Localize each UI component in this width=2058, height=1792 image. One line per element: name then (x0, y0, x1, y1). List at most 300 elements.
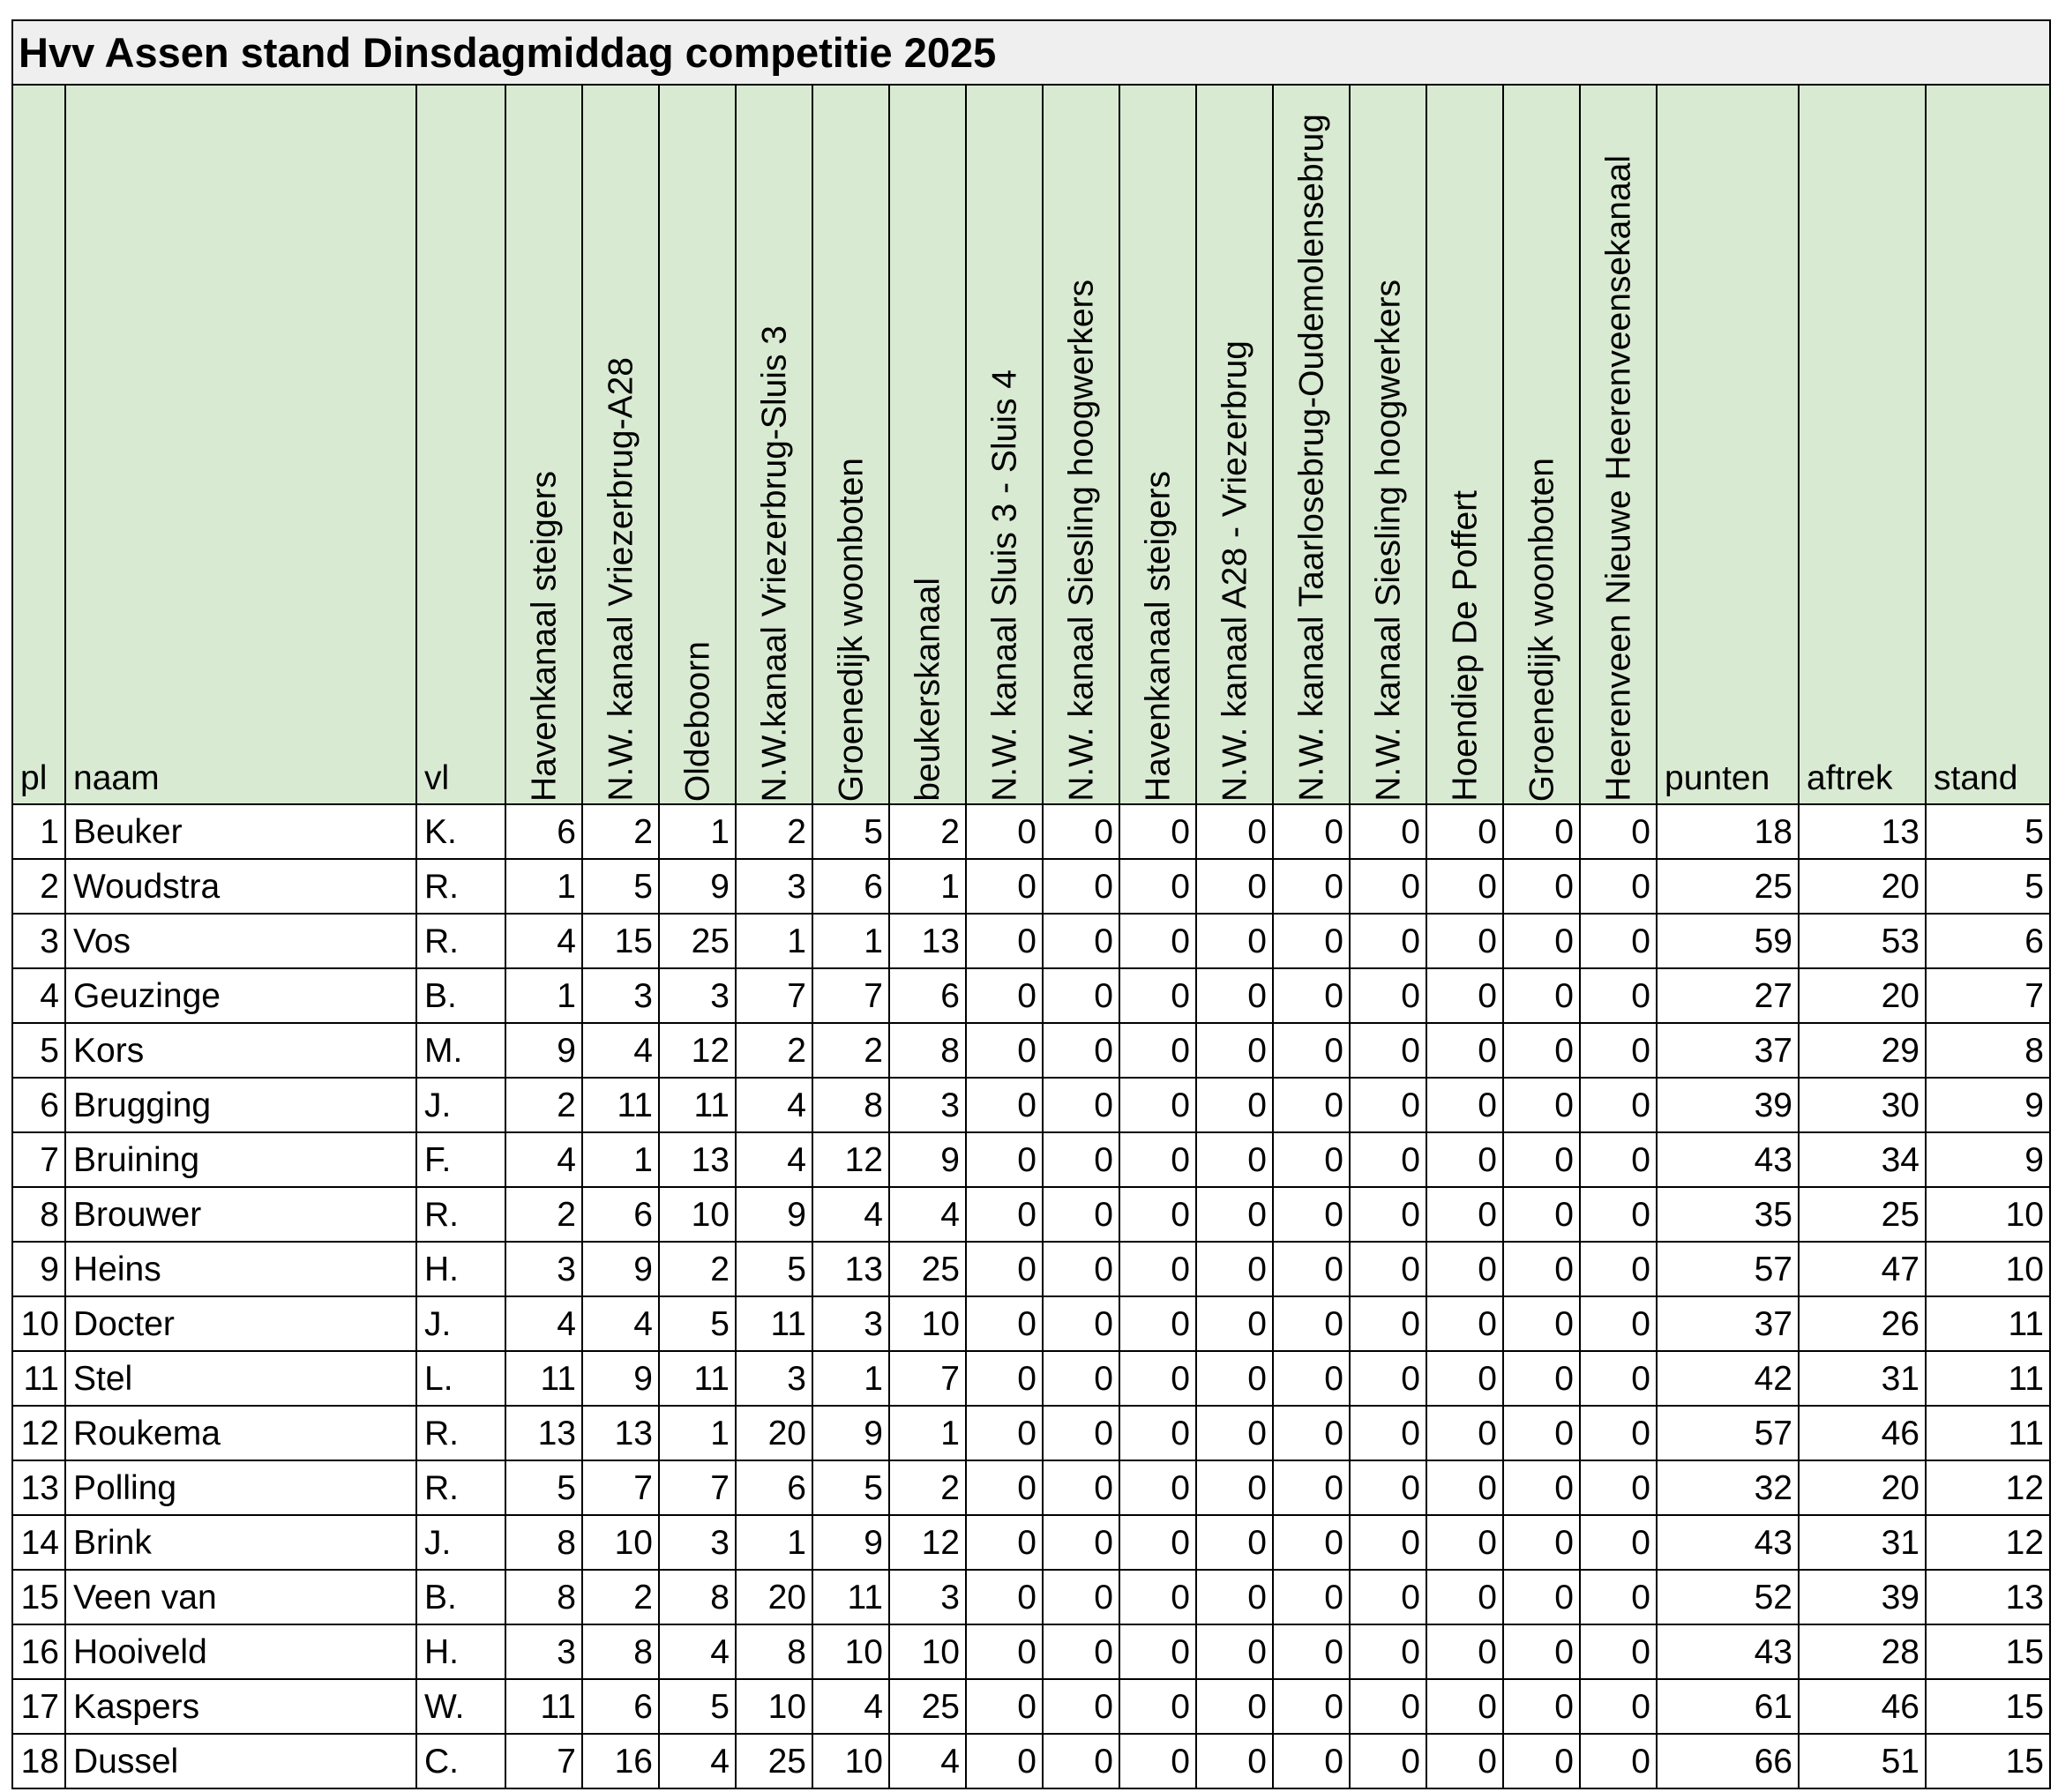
score-cell: 0 (1119, 968, 1196, 1023)
score-cell: 0 (1043, 1624, 1119, 1679)
score-cell: 0 (1273, 859, 1350, 914)
points-cell: 52 (1657, 1570, 1799, 1624)
score-cell: 11 (659, 1351, 736, 1406)
score-cell: 0 (966, 1351, 1043, 1406)
score-cell: 2 (812, 1023, 889, 1078)
score-cell: 0 (1196, 968, 1273, 1023)
rank-cell: 8 (12, 1187, 65, 1242)
score-cell: 10 (889, 1296, 966, 1351)
col-header-aftrek: aftrek (1799, 85, 1926, 804)
score-cell: 0 (1273, 1023, 1350, 1078)
score-cell: 0 (1196, 1679, 1273, 1734)
score-cell: 0 (1426, 804, 1503, 859)
points-cell: 43 (1657, 1624, 1799, 1679)
score-cell: 1 (659, 1406, 736, 1460)
points-cell: 37 (1657, 1296, 1799, 1351)
standing-cell: 12 (1926, 1460, 2050, 1515)
standing-cell: 15 (1926, 1679, 2050, 1734)
score-cell: 0 (1350, 1078, 1426, 1132)
rank-cell: 10 (12, 1296, 65, 1351)
score-cell: 0 (966, 1023, 1043, 1078)
score-cell: 0 (1043, 1679, 1119, 1734)
sheet-title: Hvv Assen stand Dinsdagmiddag competitie 2025 (12, 20, 2050, 85)
score-cell: 9 (582, 1351, 659, 1406)
deduction-cell: 20 (1799, 968, 1926, 1023)
score-cell: 0 (1196, 1624, 1273, 1679)
score-cell: 2 (889, 1460, 966, 1515)
score-cell: 0 (1273, 1460, 1350, 1515)
score-cell: 6 (889, 968, 966, 1023)
score-cell: 0 (1119, 1023, 1196, 1078)
score-cell: 0 (1503, 1406, 1580, 1460)
points-cell: 18 (1657, 804, 1799, 859)
venue-header-label: N.W. kanaal A28 - Vriezerbrug (1216, 340, 1254, 802)
score-cell: 0 (1426, 1679, 1503, 1734)
score-cell: 0 (1580, 1187, 1657, 1242)
points-cell: 43 (1657, 1515, 1799, 1570)
score-cell: 7 (889, 1351, 966, 1406)
name-cell: Hooiveld (65, 1624, 416, 1679)
score-cell: 25 (889, 1679, 966, 1734)
points-cell: 61 (1657, 1679, 1799, 1734)
score-cell: 0 (1503, 1351, 1580, 1406)
score-cell: 0 (1043, 1296, 1119, 1351)
score-cell: 0 (1580, 1351, 1657, 1406)
score-cell: 1 (812, 1351, 889, 1406)
table-row (12, 1679, 2050, 1734)
score-cell: 5 (812, 1460, 889, 1515)
column-header-row (12, 85, 2050, 804)
score-cell: 0 (1426, 914, 1503, 968)
score-cell: 0 (966, 1296, 1043, 1351)
score-cell: 6 (582, 1679, 659, 1734)
name-cell: Roukema (65, 1406, 416, 1460)
score-cell: 0 (1503, 1570, 1580, 1624)
score-cell: 0 (1580, 804, 1657, 859)
score-cell: 2 (889, 804, 966, 859)
score-cell: 0 (1350, 1296, 1426, 1351)
initial-cell: B. (416, 968, 505, 1023)
initial-cell: B. (416, 1570, 505, 1624)
name-cell: Docter (65, 1296, 416, 1351)
score-cell: 2 (736, 1023, 812, 1078)
venue-header (1043, 85, 1119, 804)
score-cell: 7 (505, 1734, 582, 1788)
venue-header (1426, 85, 1503, 804)
score-cell: 0 (1196, 1132, 1273, 1187)
score-cell: 0 (1119, 1406, 1196, 1460)
score-cell: 0 (1580, 1624, 1657, 1679)
score-cell: 0 (1503, 1078, 1580, 1132)
score-cell: 0 (1350, 914, 1426, 968)
score-cell: 0 (1426, 1734, 1503, 1788)
venue-header (1273, 85, 1350, 804)
name-cell: Brugging (65, 1078, 416, 1132)
name-cell: Polling (65, 1460, 416, 1515)
score-cell: 3 (505, 1624, 582, 1679)
standing-cell: 5 (1926, 804, 2050, 859)
deduction-cell: 20 (1799, 859, 1926, 914)
standings-sheet (11, 19, 2051, 1789)
score-cell: 0 (1043, 1570, 1119, 1624)
initial-cell: R. (416, 1187, 505, 1242)
score-cell: 0 (1043, 1078, 1119, 1132)
standing-cell: 11 (1926, 1351, 2050, 1406)
score-cell: 0 (1580, 1460, 1657, 1515)
venue-header-label: beukerskanaal (909, 578, 947, 802)
points-cell: 57 (1657, 1242, 1799, 1296)
name-cell: Kaspers (65, 1679, 416, 1734)
score-cell: 0 (966, 1132, 1043, 1187)
score-cell: 4 (582, 1296, 659, 1351)
score-cell: 13 (812, 1242, 889, 1296)
score-cell: 0 (1043, 968, 1119, 1023)
deduction-cell: 34 (1799, 1132, 1926, 1187)
table-row (12, 1515, 2050, 1570)
score-cell: 0 (1580, 1023, 1657, 1078)
score-cell: 11 (505, 1679, 582, 1734)
points-cell: 39 (1657, 1078, 1799, 1132)
score-cell: 0 (1196, 1296, 1273, 1351)
score-cell: 0 (1580, 1296, 1657, 1351)
initial-cell: K. (416, 804, 505, 859)
initial-cell: M. (416, 1023, 505, 1078)
deduction-cell: 30 (1799, 1078, 1926, 1132)
score-cell: 4 (812, 1187, 889, 1242)
score-cell: 5 (812, 804, 889, 859)
table-row (12, 1023, 2050, 1078)
points-cell: 66 (1657, 1734, 1799, 1788)
score-cell: 0 (1580, 859, 1657, 914)
score-cell: 4 (889, 1187, 966, 1242)
score-cell: 0 (1196, 1570, 1273, 1624)
venue-header (736, 85, 812, 804)
score-cell: 13 (889, 914, 966, 968)
name-cell: Woudstra (65, 859, 416, 914)
score-cell: 0 (1196, 859, 1273, 914)
venue-header-label: Hoendiep De Poffert (1446, 490, 1484, 802)
rank-cell: 5 (12, 1023, 65, 1078)
deduction-cell: 28 (1799, 1624, 1926, 1679)
score-cell: 11 (736, 1296, 812, 1351)
score-cell: 0 (1426, 1023, 1503, 1078)
score-cell: 0 (1196, 1078, 1273, 1132)
score-cell: 0 (1119, 1679, 1196, 1734)
venue-header (1119, 85, 1196, 804)
score-cell: 12 (659, 1023, 736, 1078)
venue-header (889, 85, 966, 804)
rank-cell: 4 (12, 968, 65, 1023)
score-cell: 1 (889, 859, 966, 914)
score-cell: 0 (1273, 1132, 1350, 1187)
table-row (12, 1460, 2050, 1515)
score-cell: 3 (582, 968, 659, 1023)
score-cell: 0 (966, 859, 1043, 914)
initial-cell: R. (416, 859, 505, 914)
score-cell: 3 (812, 1296, 889, 1351)
score-cell: 0 (1503, 859, 1580, 914)
score-cell: 6 (582, 1187, 659, 1242)
score-cell: 1 (582, 1132, 659, 1187)
score-cell: 0 (1426, 1515, 1503, 1570)
score-cell: 0 (1119, 914, 1196, 968)
score-cell: 6 (736, 1460, 812, 1515)
venue-header-label: N.W. kanaal Vriezerbrug-A28 (602, 357, 640, 802)
table-row (12, 968, 2050, 1023)
standing-cell: 6 (1926, 914, 2050, 968)
score-cell: 10 (659, 1187, 736, 1242)
score-cell: 0 (1426, 1132, 1503, 1187)
score-cell: 0 (1426, 1296, 1503, 1351)
table-row (12, 1132, 2050, 1187)
score-cell: 1 (736, 1515, 812, 1570)
score-cell: 9 (659, 859, 736, 914)
standing-cell: 8 (1926, 1023, 2050, 1078)
initial-cell: W. (416, 1679, 505, 1734)
score-cell: 0 (1503, 1624, 1580, 1679)
score-cell: 0 (1196, 804, 1273, 859)
venue-header-label: Groenedijk woonboten (832, 457, 870, 802)
table-row (12, 914, 2050, 968)
score-cell: 11 (812, 1570, 889, 1624)
score-cell: 7 (812, 968, 889, 1023)
venue-header (812, 85, 889, 804)
name-cell: Veen van (65, 1570, 416, 1624)
standing-cell: 10 (1926, 1242, 2050, 1296)
name-cell: Kors (65, 1023, 416, 1078)
standing-cell: 11 (1926, 1406, 2050, 1460)
score-cell: 1 (812, 914, 889, 968)
score-cell: 0 (1196, 1734, 1273, 1788)
venue-header-label: N.W. kanaal Sluis 3 - Sluis 4 (985, 370, 1023, 802)
score-cell: 0 (1350, 1624, 1426, 1679)
score-cell: 0 (966, 914, 1043, 968)
score-cell: 0 (966, 1187, 1043, 1242)
score-cell: 0 (1273, 1406, 1350, 1460)
standing-cell: 5 (1926, 859, 2050, 914)
score-cell: 8 (736, 1624, 812, 1679)
table-row (12, 1734, 2050, 1788)
score-cell: 0 (1350, 1187, 1426, 1242)
score-cell: 0 (1196, 1023, 1273, 1078)
score-cell: 4 (659, 1624, 736, 1679)
score-cell: 0 (1043, 804, 1119, 859)
venue-header-label: N.W. kanaal Siesling hoogwerkers (1062, 280, 1100, 802)
score-cell: 0 (966, 1460, 1043, 1515)
initial-cell: F. (416, 1132, 505, 1187)
points-cell: 37 (1657, 1023, 1799, 1078)
score-cell: 0 (966, 1734, 1043, 1788)
score-cell: 0 (1119, 1132, 1196, 1187)
table-row (12, 804, 2050, 859)
standing-cell: 13 (1926, 1570, 2050, 1624)
name-cell: Brouwer (65, 1187, 416, 1242)
score-cell: 0 (1350, 1242, 1426, 1296)
score-cell: 1 (659, 804, 736, 859)
score-cell: 0 (1043, 1515, 1119, 1570)
score-cell: 5 (582, 859, 659, 914)
score-cell: 0 (1503, 1460, 1580, 1515)
score-cell: 0 (1196, 1351, 1273, 1406)
rank-cell: 9 (12, 1242, 65, 1296)
score-cell: 0 (1043, 1023, 1119, 1078)
score-cell: 0 (1273, 914, 1350, 968)
venue-header (1503, 85, 1580, 804)
col-header-vl: vl (416, 85, 505, 804)
score-cell: 5 (736, 1242, 812, 1296)
venue-header-label: N.W. kanaal Taarlosebrug-Oudemolensebrug (1292, 114, 1330, 802)
venue-header-label: Groenedijk woonboten (1523, 457, 1560, 802)
deduction-cell: 26 (1799, 1296, 1926, 1351)
score-cell: 0 (1426, 1242, 1503, 1296)
score-cell: 3 (889, 1078, 966, 1132)
venue-header-label: Havenkanaal steigers (1139, 470, 1177, 802)
score-cell: 9 (736, 1187, 812, 1242)
score-cell: 1 (889, 1406, 966, 1460)
score-cell: 0 (1350, 1515, 1426, 1570)
score-cell: 0 (1503, 1023, 1580, 1078)
points-cell: 59 (1657, 914, 1799, 968)
score-cell: 0 (1503, 914, 1580, 968)
initial-cell: R. (416, 1406, 505, 1460)
score-cell: 3 (659, 968, 736, 1023)
score-cell: 3 (889, 1570, 966, 1624)
score-cell: 0 (1350, 1132, 1426, 1187)
score-cell: 7 (582, 1460, 659, 1515)
standings-table (11, 19, 2051, 1789)
col-header-pl: pl (12, 85, 65, 804)
score-cell: 0 (1580, 1679, 1657, 1734)
score-cell: 16 (582, 1734, 659, 1788)
score-cell: 4 (505, 914, 582, 968)
score-cell: 0 (1503, 1515, 1580, 1570)
score-cell: 11 (582, 1078, 659, 1132)
score-cell: 9 (889, 1132, 966, 1187)
table-row (12, 1570, 2050, 1624)
score-cell: 7 (736, 968, 812, 1023)
score-cell: 10 (812, 1734, 889, 1788)
score-cell: 0 (1119, 1187, 1196, 1242)
score-cell: 0 (1273, 1351, 1350, 1406)
score-cell: 0 (1350, 1679, 1426, 1734)
score-cell: 0 (1119, 1515, 1196, 1570)
score-cell: 25 (659, 914, 736, 968)
score-cell: 0 (1350, 1406, 1426, 1460)
score-cell: 0 (1503, 804, 1580, 859)
score-cell: 13 (505, 1406, 582, 1460)
score-cell: 8 (659, 1570, 736, 1624)
score-cell: 0 (966, 1406, 1043, 1460)
deduction-cell: 29 (1799, 1023, 1926, 1078)
score-cell: 13 (659, 1132, 736, 1187)
name-cell: Geuzinge (65, 968, 416, 1023)
score-cell: 12 (889, 1515, 966, 1570)
venue-header-label: Havenkanaal steigers (525, 470, 563, 802)
score-cell: 4 (736, 1132, 812, 1187)
venue-header-label: Heerenveen Nieuwe Heerenveensekanaal (1599, 155, 1637, 802)
rank-cell: 3 (12, 914, 65, 968)
deduction-cell: 31 (1799, 1351, 1926, 1406)
score-cell: 0 (1273, 1296, 1350, 1351)
col-header-stand: stand (1926, 85, 2050, 804)
score-cell: 0 (1426, 968, 1503, 1023)
score-cell: 0 (1503, 1132, 1580, 1187)
score-cell: 9 (812, 1515, 889, 1570)
score-cell: 0 (1196, 1460, 1273, 1515)
score-cell: 0 (1119, 804, 1196, 859)
score-cell: 5 (659, 1679, 736, 1734)
score-cell: 0 (1350, 1734, 1426, 1788)
score-cell: 10 (889, 1624, 966, 1679)
deduction-cell: 13 (1799, 804, 1926, 859)
table-row (12, 1242, 2050, 1296)
initial-cell: L. (416, 1351, 505, 1406)
points-cell: 42 (1657, 1351, 1799, 1406)
score-cell: 0 (1426, 1187, 1503, 1242)
score-cell: 0 (1196, 1515, 1273, 1570)
score-cell: 0 (966, 1242, 1043, 1296)
score-cell: 4 (659, 1734, 736, 1788)
name-cell: Dussel (65, 1734, 416, 1788)
score-cell: 0 (1273, 1187, 1350, 1242)
venue-header-label: Oldeboorn (678, 640, 716, 802)
score-cell: 0 (1580, 1515, 1657, 1570)
col-header-naam: naam (65, 85, 416, 804)
score-cell: 0 (1273, 1624, 1350, 1679)
score-cell: 25 (889, 1242, 966, 1296)
score-cell: 0 (1043, 859, 1119, 914)
score-cell: 0 (1043, 1734, 1119, 1788)
initial-cell: R. (416, 914, 505, 968)
score-cell: 7 (659, 1460, 736, 1515)
table-row (12, 1296, 2050, 1351)
score-cell: 0 (1273, 1679, 1350, 1734)
score-cell: 20 (736, 1406, 812, 1460)
score-cell: 0 (966, 1570, 1043, 1624)
score-cell: 2 (582, 804, 659, 859)
score-cell: 2 (659, 1242, 736, 1296)
score-cell: 0 (1119, 1296, 1196, 1351)
standing-cell: 11 (1926, 1296, 2050, 1351)
score-cell: 0 (1043, 1187, 1119, 1242)
initial-cell: H. (416, 1624, 505, 1679)
deduction-cell: 25 (1799, 1187, 1926, 1242)
score-cell: 0 (1580, 1132, 1657, 1187)
points-cell: 27 (1657, 968, 1799, 1023)
points-cell: 25 (1657, 859, 1799, 914)
rank-cell: 15 (12, 1570, 65, 1624)
score-cell: 0 (1350, 1351, 1426, 1406)
table-row (12, 1351, 2050, 1406)
score-cell: 0 (1119, 1460, 1196, 1515)
rank-cell: 18 (12, 1734, 65, 1788)
score-cell: 3 (736, 1351, 812, 1406)
initial-cell: R. (416, 1460, 505, 1515)
score-cell: 0 (1580, 1406, 1657, 1460)
score-cell: 20 (736, 1570, 812, 1624)
standing-cell: 9 (1926, 1132, 2050, 1187)
score-cell: 6 (505, 804, 582, 859)
score-cell: 2 (505, 1078, 582, 1132)
venue-header-label: N.W. kanaal Siesling hoogwerkers (1369, 280, 1407, 802)
deduction-cell: 20 (1799, 1460, 1926, 1515)
score-cell: 0 (1273, 1078, 1350, 1132)
score-cell: 0 (1119, 1734, 1196, 1788)
name-cell: Bruining (65, 1132, 416, 1187)
venue-header (659, 85, 736, 804)
score-cell: 0 (1426, 1624, 1503, 1679)
initial-cell: H. (416, 1242, 505, 1296)
